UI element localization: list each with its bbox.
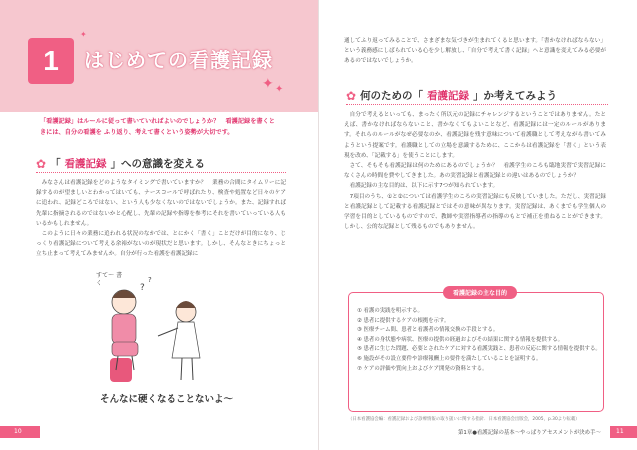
goals-list [357, 307, 601, 374]
sparkle-icon: ✦ [275, 84, 284, 95]
list-item: ① 看護の実践を明示する。 [357, 308, 423, 314]
chapter-number: 1 [28, 38, 74, 84]
svg-text:?: ? [140, 283, 145, 293]
right-body-text: 自分で考えるといっても、まったく所以元の記録にチャレンジするということではありません。たとえば、書かなければならないこと、書かなくてもよいことなど、看護記録には一定のルールがあります。それらのルールがなぜ必要なのか、看護記録を残す意味について看護職として考えながら書いてみようという提案です。看護職としての立場を意識するために、ここからは看護記録を「書く」という表現を改め、「記載する」を使うことにします。 さて、そもそも看護記録は何のためにあるのでしょうか？ 看護学生のころも臨地実習で実習記録になくさんの時間を費やしてきました。あの実習記録と看護記録との違いはあるのでしょうか？ 看護記録の主な目的は、以下に示す7つが知られています。 7項目のうち、①と②については看護学生のころの実習記録にも反映していました。ただし、実習記録と看護記録として記載する看護記録とではその意味が異なります。実習記録は、あくまでも学生個人の学習を目的としているものですので、教師や実習指導者の指導のもとで補正を重ねることができます。しかし、公的な記録として残るものでもありません。 [344, 112, 606, 231]
chapter-intro: 「看護記録」はルールに従って書いていればよいのでしょうか？ 看護記録を書くときには、自分の看護を ふり返り、考えて書くという姿勢が大切です。 [40, 118, 275, 136]
list-item: ④ 患者の身状態や病状、医療の提供の経過およびその結果に関する情報を提供する。 [357, 336, 563, 343]
right-top-text: 通してふり返ってみることで、さまざまな気づきが生まれてくると思います。「書かなければならない」という義務感にしばられている心を少し解放し、「自分で考えて書く記録」へと意識を変えてみる必要があるのではないでしょうか。 [344, 38, 606, 65]
illustration-caption: そんなに硬くなることないよ〜 [100, 394, 234, 405]
section-heading: ✿ 「 看護記録 」への意識を変える [36, 156, 206, 171]
chapter-title: はじめての看護記録 [84, 48, 273, 72]
right-page-number: 11 [610, 426, 637, 438]
left-body-text: みなさんは看護記録をどのようなタイミングで書いていますか？ 業務の合間にタイムリーに記録するのが望ましいとわかってはいても、ナースコールで呼ばれたり、検査や処置など日々のケアに追われ、記録どころではない、という人も少なくないのではないでしょうか。また、記録すれば先輩に指摘されるのではないかと心配し、先輩の記録や指導を参考にそれを書いていっている人もいるかもしれません。 このように日々の業務に追われる状況のなかでは、とにかく「書く」ことだけが目的になり、じっくり看護記録について考える余裕がないのが現状だと思います。しかし、そんなときにちょっと立ち止まって考えてみませんか。自分が行った看護を看護記録に [36, 180, 286, 258]
reference-note: （日本看護協会編：看護記録および診療情報の取り扱いに関する指針．日本看護協会出版会，2005，p.30より転載） [348, 417, 580, 422]
svg-text:?: ? [148, 276, 152, 284]
left-page-number: 10 [0, 426, 40, 438]
divider [36, 172, 286, 173]
goals-box-title: 看護記録の主な目的 [443, 286, 517, 299]
flower-icon: ✿ [346, 88, 357, 103]
section-heading-right: ✿ 何のための「 看護記録 」か考えてみよう [346, 88, 558, 103]
list-item: ⑤ 患者に生じた問題、必要とされたケアに対する看護実践と、患者の反応に関する情報を提供する。 [357, 346, 601, 353]
divider [346, 104, 608, 105]
list-item: ⑦ ケアの評価や質向上およびケア開発の資料とする。 [357, 365, 488, 372]
goals-box [348, 292, 604, 412]
left-page [0, 0, 318, 450]
list-item: ⑥ 施設がその設立要件や診療報酬上の要件を満たしていることを証明する。 [357, 355, 542, 362]
list-item: ③ 医療チーム間、患者と看護者の情報交換の手段とする。 [357, 327, 499, 334]
sparkle-icon: ✦ [80, 30, 87, 39]
flower-icon: ✿ [36, 156, 47, 171]
speech-text: すて〜 書く [96, 272, 123, 287]
sparkle-icon: ✦ [262, 76, 274, 92]
list-item: ② 患者に提供するケアの根拠を示す。 [357, 317, 450, 324]
running-footer: 第1章●看護記録の基本〜やっぱりアセスメントが決め手〜 [458, 430, 601, 436]
